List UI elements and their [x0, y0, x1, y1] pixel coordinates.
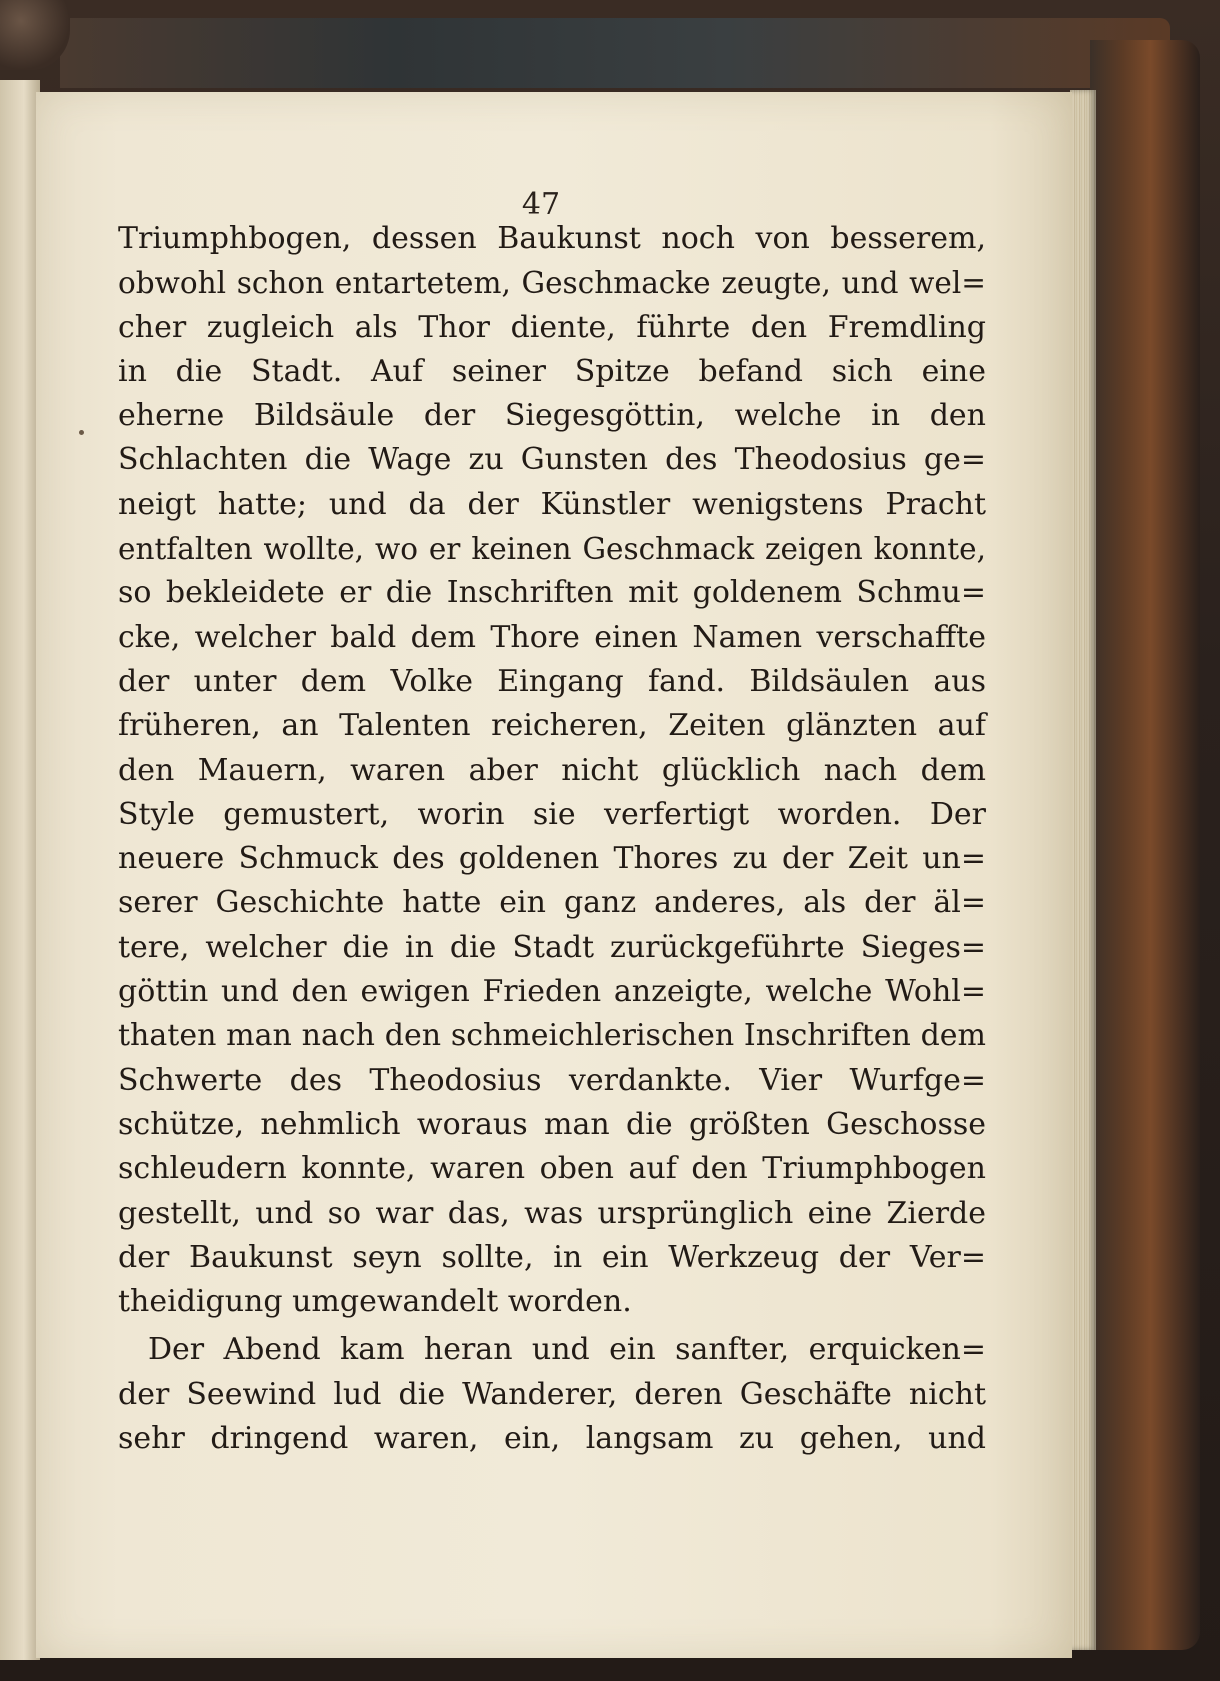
book-cover-top-edge [60, 18, 1170, 88]
text-line: gestellt, und so war das, was ursprünglich eine Zierde [118, 1195, 986, 1231]
book-page [36, 92, 1072, 1658]
text-line: Style gemustert, worin sie verfertigt worden. Der [118, 796, 986, 832]
text-line: früheren, an Talenten reicheren, Zeiten glänzten auf [118, 708, 986, 744]
text-line: thaten man nach den schmeichlerischen Inschriften dem [118, 1018, 986, 1054]
text-line: sehr dringend waren, ein, langsam zu gehen, und [118, 1421, 986, 1457]
text-line: den Mauern, waren aber nicht glücklich nach dem [118, 752, 986, 788]
page-text [118, 217, 986, 1461]
book-cover-right-edge [1090, 40, 1200, 1650]
text-line: Schlachten die Wage zu Gunsten des Theodosius ge= [118, 442, 986, 478]
text-line: eherne Bildsäule der Siegesgöttin, welche in den [118, 398, 986, 434]
text-line: cke, welcher bald dem Thore einen Namen verschaffte [118, 619, 986, 655]
page-number: 47 [521, 187, 561, 222]
paragraph-2 [118, 1328, 986, 1461]
text-line: der Baukunst seyn sollte, in ein Werkzeug der Ver= [118, 1239, 986, 1275]
text-line: göttin und den ewigen Frieden anzeigte, welche Wohl= [118, 974, 986, 1010]
page-stack-edge [1070, 90, 1096, 1650]
text-line: in die Stadt. Auf seiner Spitze befand sich eine [118, 353, 986, 389]
text-line: schütze, nehmlich woraus man die größten Geschosse [118, 1106, 986, 1142]
text-line: der unter dem Volke Eingang fand. Bildsäulen aus [118, 663, 986, 699]
facing-page-edge [0, 80, 40, 1660]
text-line: obwohl schon entartetem, Geschmacke zeugte, und wel= [118, 266, 986, 301]
text-line: theidigung umgewandelt worden. [118, 1284, 632, 1320]
text-line: neuere Schmuck des goldenen Thores zu der Zeit un= [118, 841, 986, 877]
text-line: neigt hatte; und da der Künstler wenigstens Pracht [118, 486, 986, 522]
text-line: so bekleidete er die Inschriften mit goldenem Schmu= [118, 575, 986, 611]
text-line: entfalten wollte, wo er keinen Geschmack zeigen konnte, [118, 532, 986, 567]
paper-speck [79, 430, 84, 435]
paragraph-1 [118, 217, 986, 1324]
text-line: Triumphbogen, dessen Baukunst noch von besserem, [118, 221, 986, 256]
text-line: Der Abend kam heran und ein sanfter, erquicken= [148, 1332, 986, 1368]
text-line: Schwerte des Theodosius verdankte. Vier Wurfge= [118, 1062, 986, 1098]
text-line: cher zugleich als Thor diente, führte den Fremdling [118, 309, 986, 345]
text-line: schleudern konnte, waren oben auf den Triumphbogen [118, 1151, 986, 1187]
text-line: serer Geschichte hatte ein ganz anderes, als der äl= [118, 885, 986, 921]
text-line: der Seewind lud die Wanderer, deren Geschäfte nicht [118, 1376, 986, 1412]
text-line: tere, welcher die in die Stadt zurückgeführte Sieges= [118, 929, 986, 965]
